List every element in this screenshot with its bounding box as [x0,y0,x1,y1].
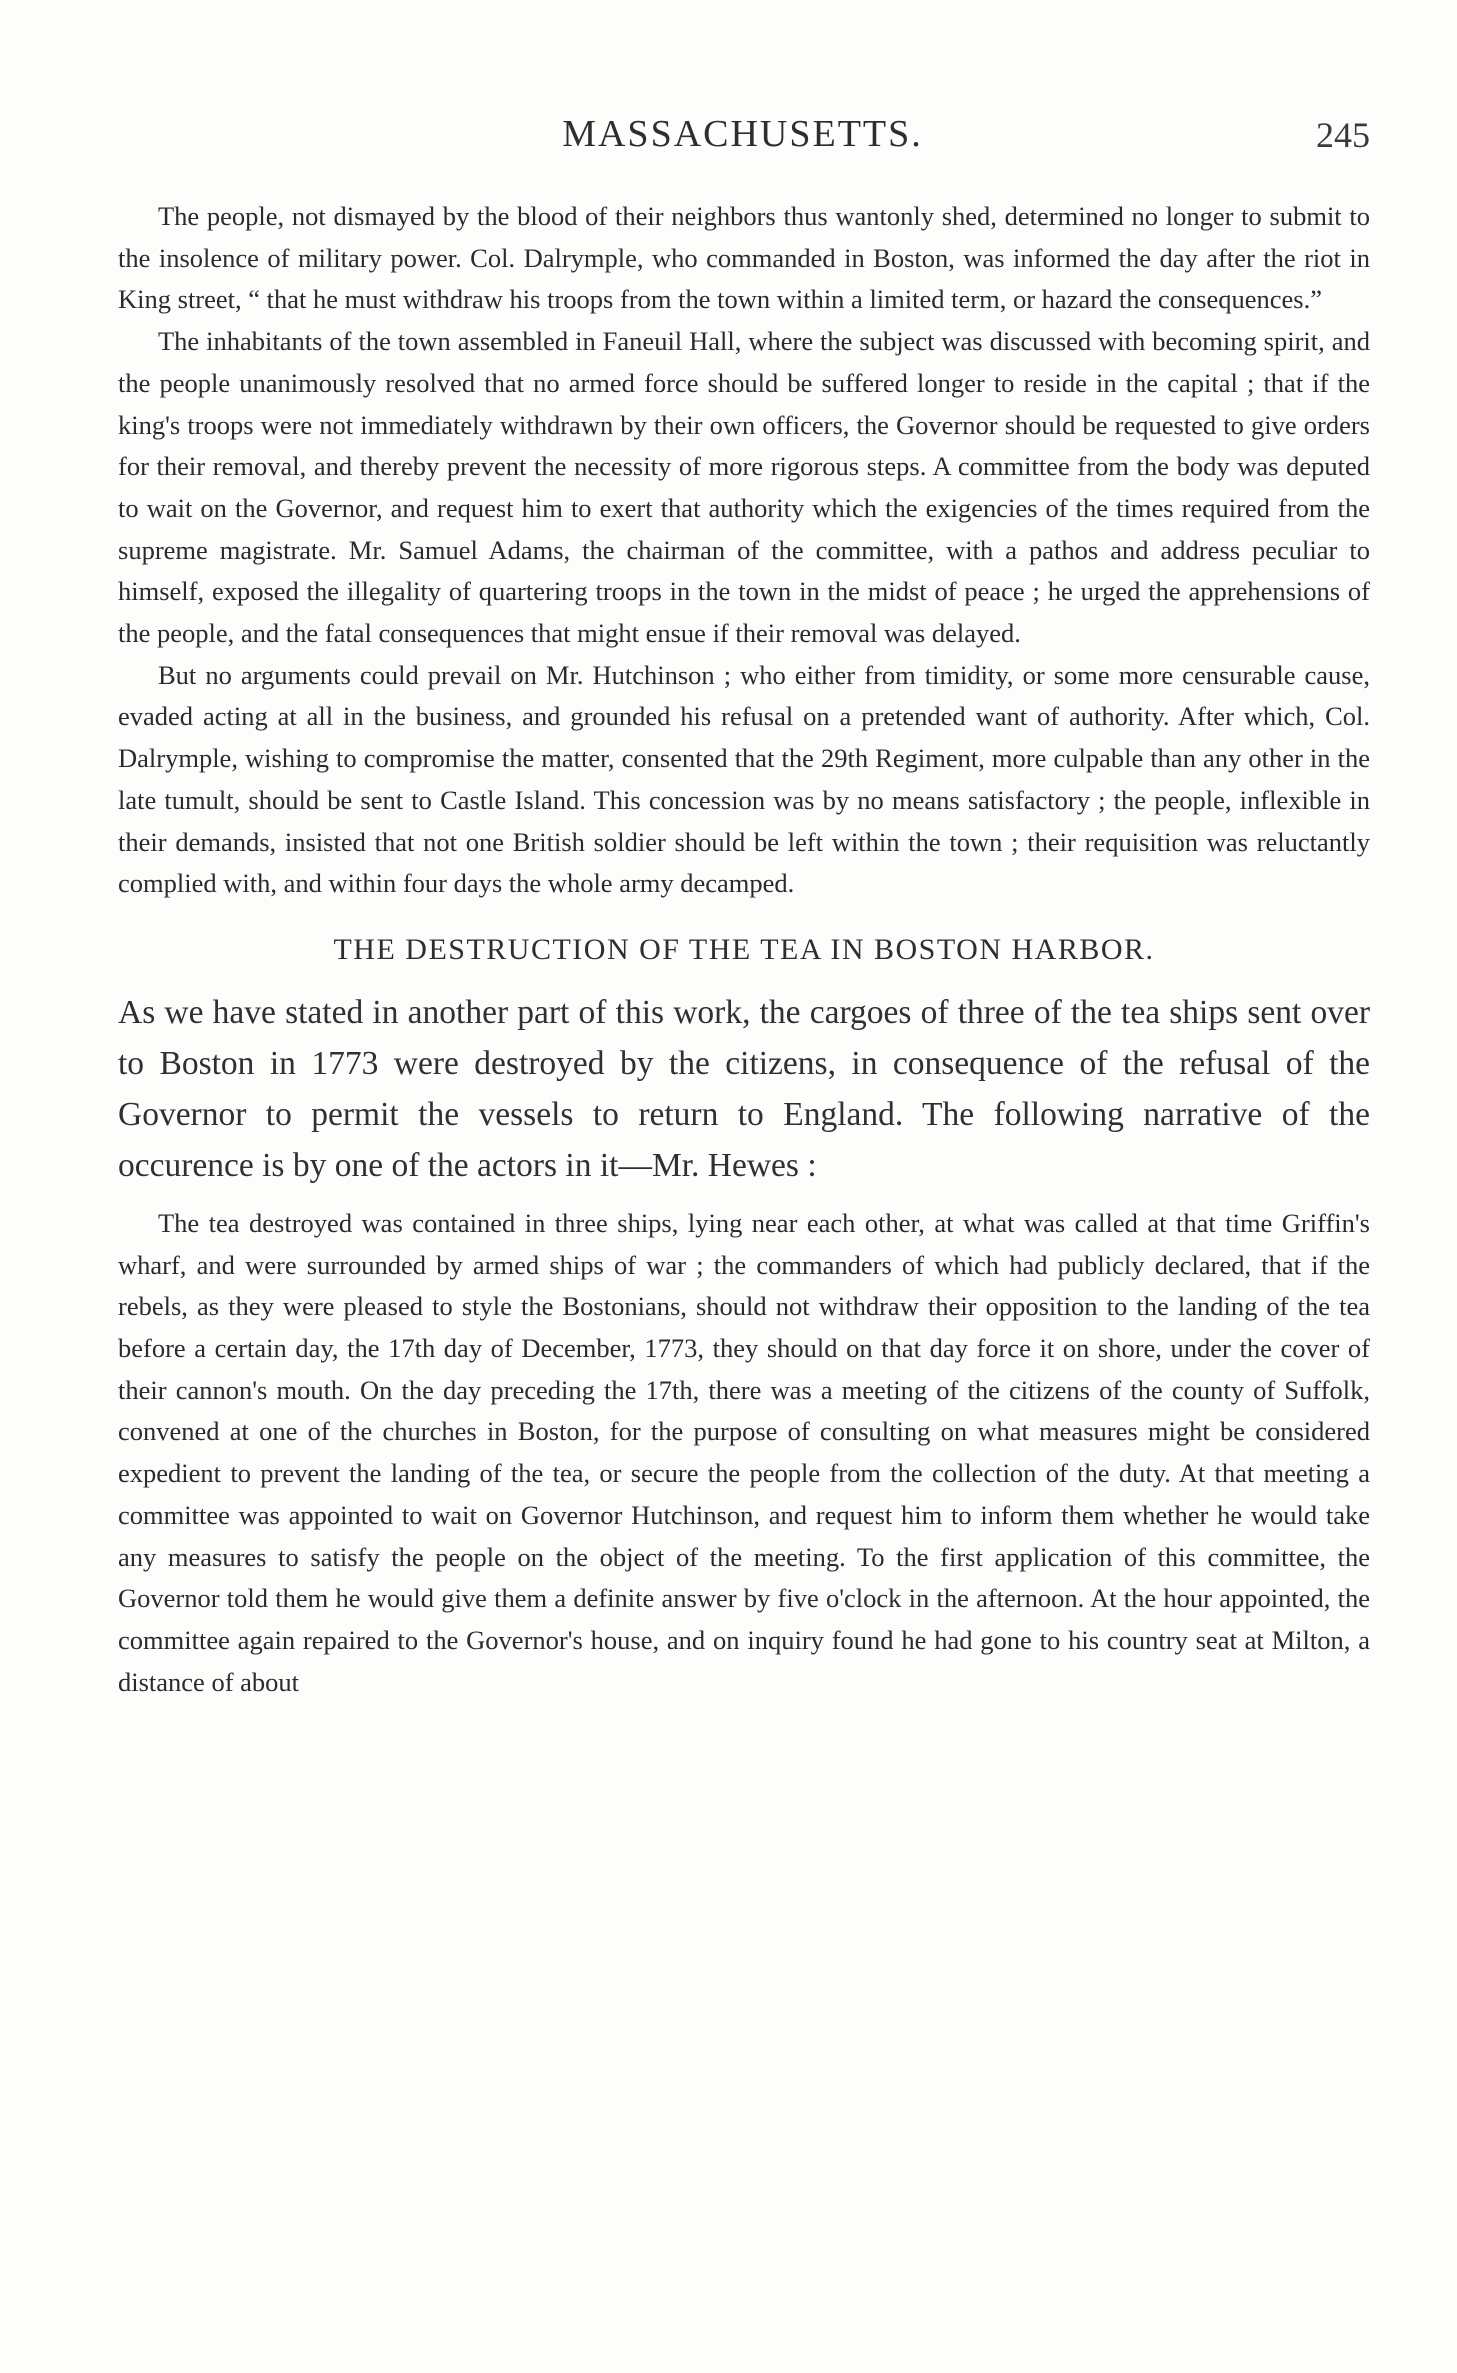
running-head [115,112,1370,162]
paragraph-troops-withdrawal: The people, not dismayed by the blood of their neighbors thus wantonly shed, determined no longer to submit to the insolence of military power. Col. Dalrymple, who commanded in Boston, was informed the day after the riot in King street, “ that he must withdraw his troops from the town within a limited term, or hazard the consequences.” [118,201,1370,315]
paragraph-faneuil-hall: The inhabitants of the town assembled in Faneuil Hall, where the subject was discussed with becoming spirit, and the people unanimously resolved that no armed force should be suffered longer to reside in the capital ; that if the king's troops were not immediately withdrawn by their own officers, the Governor should be requested to give orders for their removal, and thereby prevent the necessity of more rigorous steps. A committee from the body was deputed to wait on the Governor, and request him to exert that authority which the exigencies of the times required from the supreme magistrate. Mr. Samuel Adams, the chairman of the committee, with a pathos and address peculiar to himself, exposed the illegality of quartering troops in the town in the midst of peace ; he urged the apprehensions of the people, and the fatal consequences that might ensue if their removal was delayed. [118,326,1370,649]
section-heading: THE DESTRUCTION OF THE TEA IN BOSTON HARBOR. [333,932,1155,966]
running-title: MASSACHUSETTS. [562,113,923,155]
page-number: 245 [1316,115,1370,155]
paragraph-hutchinson: But no arguments could prevail on Mr. Hutchinson ; who either from timidity, or some more censurable cause, evaded acting at all in the business, and grounded his refusal on a pretended want of authority. After which, Col. Dalrymple, wishing to compromise the matter, consented that the 29th Regiment, more culpable than any other in the late tumult, should be sent to Castle Island. This concession was by no means satisfactory ; the people, inflexible in their demands, insisted that not one British soldier should be left within the town ; their requisition was reluctantly complied with, and within four days the whole army decamped. [118,659,1370,899]
page-content [118,196,1370,1703]
section-narrative: The tea destroyed was contained in three ships, lying near each other, at what was called at that time Griffin's wharf, and were surrounded by armed ships of war ; the commanders of which had publicly declared, that if the rebels, as they were pleased to style the Bostonians, should not withdraw their opposition to the landing of the tea before a certain day, the 17th day of December, 1773, they should on that day force it on shore, under the cover of their cannon's mouth. On the day preceding the 17th, there was a meeting of the citizens of the county of Suffolk, convened at one of the churches in Boston, for the purpose of consulting on what measures might be considered expedient to prevent the landing of the tea, or secure the people from the collection of the duty. At that meeting a committee was appointed to wait on Governor Hutchinson, and request him to inform them whether he would take any measures to satisfy the people on the object of the meeting. To the first application of this committee, the Governor told them he would give them a definite answer by five o'clock in the afternoon. At the hour appointed, the committee again repaired to the Governor's house, and on inquiry found he had gone to his country seat at Milton, a distance of about [118,1207,1370,1697]
section-intro: As we have stated in another part of this work, the cargoes of three of the tea ships sent over to Boston in 1773 were destroyed by the citizens, in consequence of the refusal of the Governor to permit the vessels to return to England. The following narrative of the occurence is by one of the actors in it—Mr. Hewes : [118,993,1370,1184]
